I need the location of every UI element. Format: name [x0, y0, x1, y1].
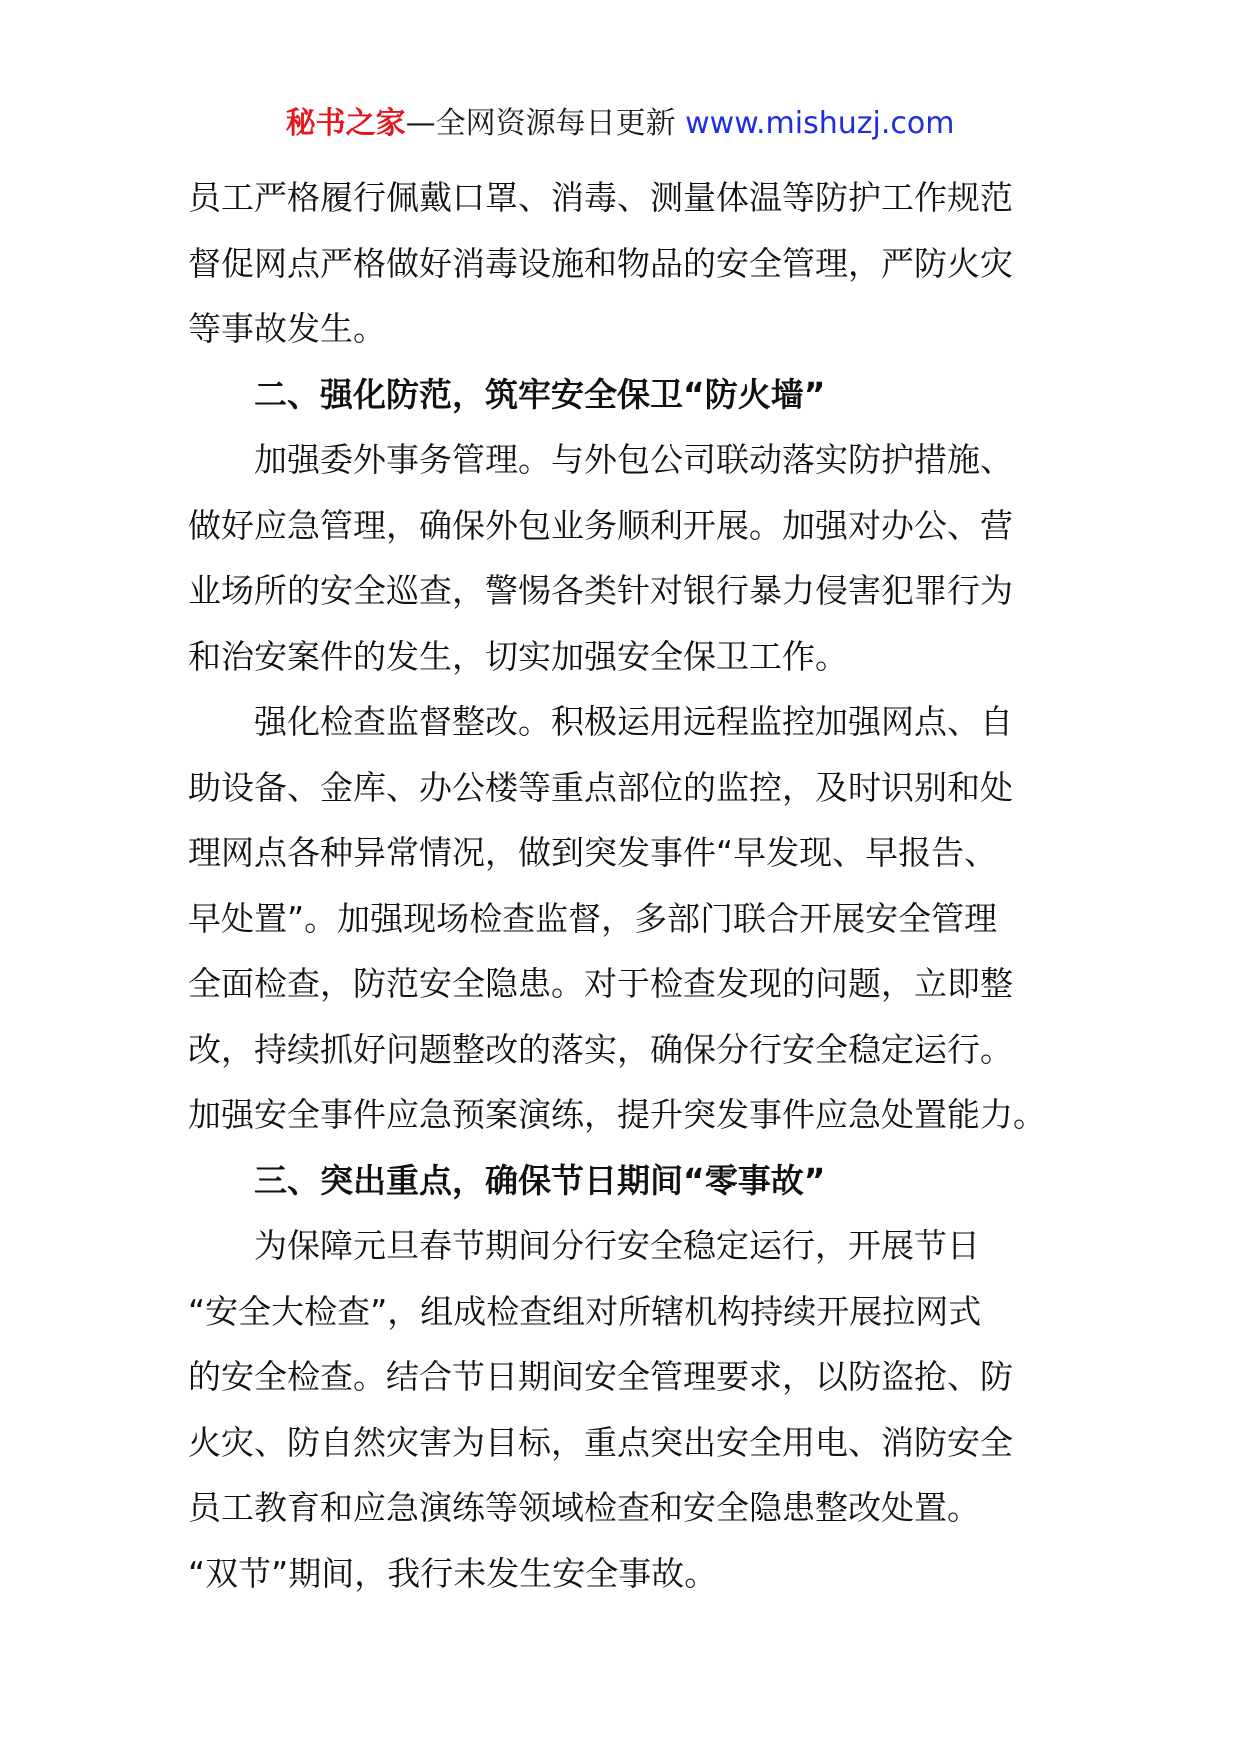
- paragraph-line: 改，持续抓好问题整改的落实，确保分行安全稳定运行。: [188, 1029, 1013, 1069]
- document-body: [188, 165, 1058, 1606]
- paragraph-line: 业场所的安全巡查，警惕各类针对银行暴力侵害犯罪行为: [188, 571, 1013, 610]
- paragraph-line: 强化检查监督整改。积极运用远程监控加强网点、自: [254, 702, 1013, 741]
- section-heading-2: 二、强化防范，筑牢安全保卫“防火墙”: [254, 374, 826, 414]
- site-header: [0, 104, 1240, 144]
- paragraph-line: 和治安案件的发生，切实加强安全保卫工作。: [188, 636, 848, 676]
- paragraph-line: “双节”期间，我行未发生安全事故。: [188, 1553, 718, 1593]
- paragraph-line: 火灾、防自然灾害为目标，重点突出安全用电、消防安全: [188, 1422, 1013, 1462]
- paragraph-line: 为保障元旦春节期间分行安全稳定运行，开展节日: [254, 1226, 980, 1265]
- paragraph-line: 加强安全事件应急预案演练，提升突发事件应急处置能力。: [188, 1095, 1046, 1134]
- paragraph-line: 理网点各种异常情况，做到突发事件“早发现、早报告、: [188, 833, 998, 872]
- site-url-link[interactable]: www.mishuzj.com: [685, 106, 955, 141]
- paragraph-line: 督促网点严格做好消毒设施和物品的安全管理，严防火灾: [188, 243, 1013, 283]
- brand-name: 秘书之家: [285, 106, 406, 141]
- paragraph-line: 等事故发生。: [188, 309, 386, 348]
- paragraph-line: 员工严格履行佩戴口罩、消毒、测量体温等防护工作规范: [188, 178, 1013, 217]
- section-heading-3: 三、突出重点，确保节日期间“零事故”: [254, 1160, 826, 1200]
- paragraph-line: 员工教育和应急演练等领域检查和安全隐患整改处置。: [188, 1488, 980, 1527]
- paragraph-line: 助设备、金库、办公楼等重点部位的监控，及时识别和处: [188, 767, 1013, 807]
- paragraph-line: 全面检查，防范安全隐患。对于检查发现的问题，立即整: [188, 964, 1013, 1003]
- paragraph-line: 早处置”。加强现场检查监督，多部门联合开展安全管理: [188, 898, 998, 938]
- paragraph-line: 的安全检查。结合节日期间安全管理要求，以防盗抢、防: [188, 1357, 1013, 1396]
- header-tagline: —全网资源每日更新: [405, 106, 676, 141]
- paragraph-line: “安全大检查”，组成检查组对所辖机构持续开展拉网式: [188, 1291, 982, 1331]
- paragraph-line: 做好应急管理，确保外包业务顺利开展。加强对办公、营: [188, 505, 1013, 545]
- paragraph-line: 加强委外事务管理。与外包公司联动落实防护措施、: [254, 440, 1013, 479]
